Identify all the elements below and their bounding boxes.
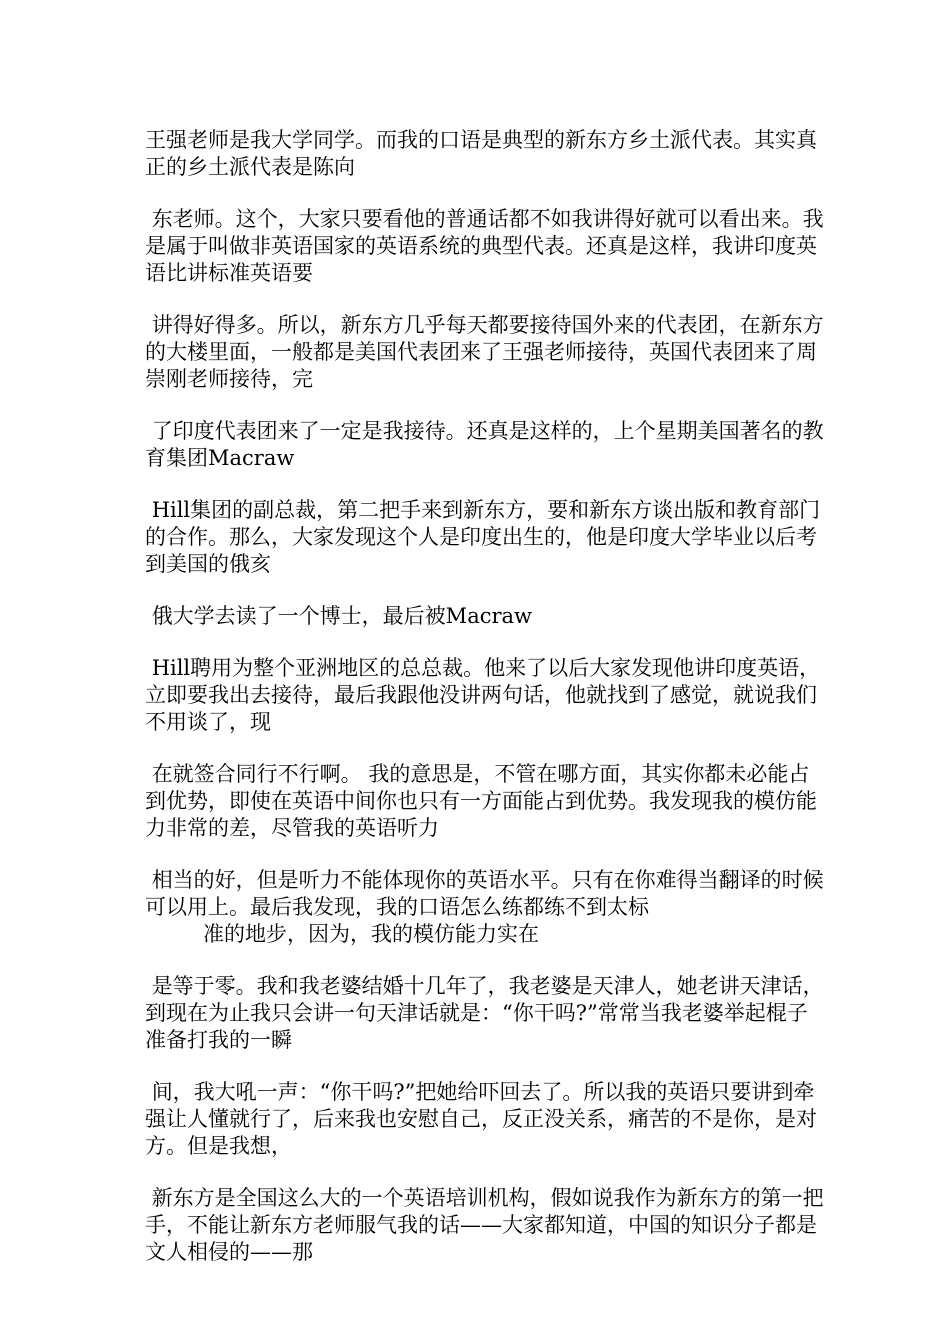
paragraph-5: Hill集团的副总裁，第二把手来到新东方，要和新东方谈出版和教育部门的合作。那么，大家发现这个人是印度出生的，他是印度大学毕业以后考到美国的俄亥 <box>145 498 821 576</box>
paragraph-10: 准的地步，因为，我的模仿能力实在 <box>203 922 539 946</box>
paragraph-7: Hill聘用为整个亚洲地区的总总裁。他来了以后大家发现他讲印度英语，立即要我出去接待，最后我跟他没讲两句话，他就找到了感觉，就说我们不用谈了，现 <box>145 656 821 734</box>
paragraph-3: 讲得好得多。所以，新东方几乎每天都要接待国外来的代表团，在新东方的大楼里面，一般都是美国代表团来了王强老师接待，英国代表团来了周崇刚老师接待，完 <box>145 313 824 391</box>
paragraph-11: 是等于零。我和我老婆结婚十几年了，我老婆是天津人，她老讲天津话，到现在为止我只会讲一句天津话就是：“你干吗?”常常当我老婆举起棍子准备打我的一瞬 <box>145 974 824 1052</box>
paragraph-8: 在就签合同行不行啊。 我的意思是，不管在哪方面，其实你都未必能占到优势，即使在英语中间你也只有一方面能占到优势。我发现我的模仿能力非常的差，尽管我的英语听力 <box>145 762 817 840</box>
paragraph-13: 新东方是全国这么大的一个英语培训机构，假如说我作为新东方的第一把手，不能让新东方老师服气我的话——大家都知道，中国的知识分子都是文人相侵的——那 <box>145 1186 824 1264</box>
paragraph-9: 相当的好，但是听力不能体现你的英语水平。只有在你难得当翻译的时候可以用上。最后我发现，我的口语怎么练都练不到太标 <box>145 868 824 919</box>
paragraph-4: 了印度代表团来了一定是我接待。还真是这样的，上个星期美国著名的教育集团Macraw <box>145 419 824 470</box>
paragraph-6: 俄大学去读了一个博士，最后被Macraw <box>145 604 533 628</box>
paragraph-1: 王强老师是我大学同学。而我的口语是典型的新东方乡土派代表。其实真正的乡土派代表是陈向 <box>145 128 817 179</box>
paragraph-12: 间，我大吼一声：“你干吗?”把她给吓回去了。所以我的英语只要讲到牵强让人懂就行了，后来我也安慰自己，反正没关系，痛苦的不是你，是对方。但是我想， <box>145 1080 817 1158</box>
document-body <box>145 127 825 1291</box>
paragraph-2: 东老师。这个，大家只要看他的普通话都不如我讲得好就可以看出来。我是属于叫做非英语国家的英语系统的典型代表。还真是这样，我讲印度英语比讲标准英语要 <box>145 207 824 285</box>
